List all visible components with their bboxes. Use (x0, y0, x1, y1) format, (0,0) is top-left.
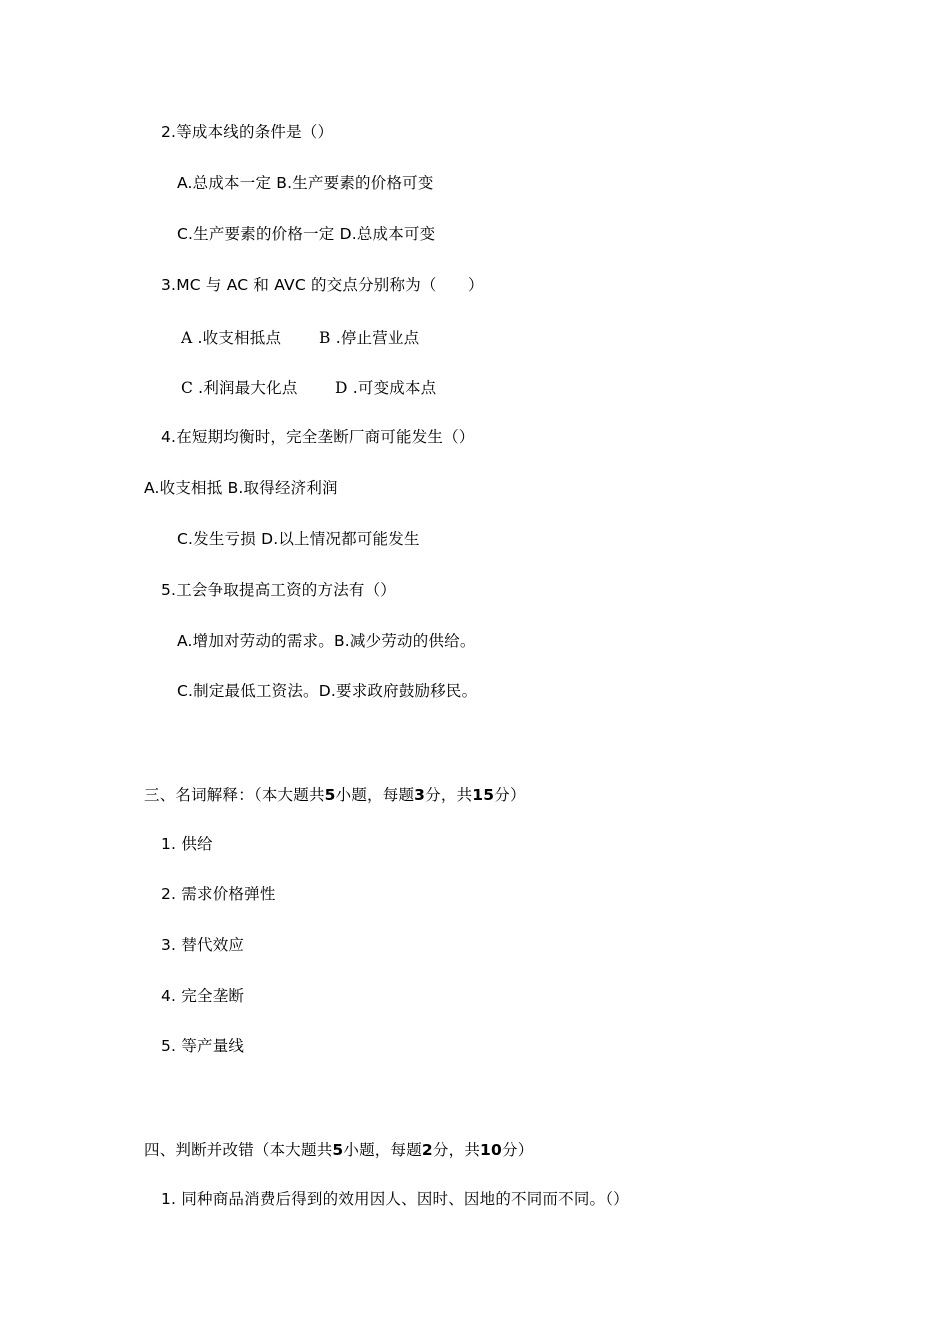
question-5-stem: 5.工会争取提高工资的方法有（） (161, 581, 396, 599)
judgement-heading-prefix: 四、判断并改错（本大题共 (144, 1141, 333, 1159)
question-5-options-ab: A.增加对劳动的需求。B.减少劳动的供给。 (177, 632, 476, 650)
terms-heading-prefix: 三、名词解释：（本大题共 (144, 786, 325, 804)
term-item-2: 2. 需求价格弹性 (161, 885, 276, 903)
question-3-option-a: A .收支相抵点 (181, 329, 282, 347)
judgement-heading-mid2: 分，共 (432, 1141, 481, 1159)
question-3-option-d: D .可变成本点 (335, 379, 437, 397)
terms-heading-mid2: 分，共 (425, 786, 473, 804)
section-judgement-heading (144, 1140, 533, 1160)
question-5-options-cd: C.制定最低工资法。D.要求政府鼓励移民。 (177, 682, 478, 700)
judgement-heading-suffix: 分） (502, 1141, 534, 1159)
judgement-points-each: 2 (421, 1141, 433, 1159)
question-2-options-ab: A.总成本一定 B.生产要素的价格可变 (177, 174, 434, 192)
term-item-1: 1. 供给 (161, 835, 213, 853)
judgement-points-total: 10 (480, 1141, 503, 1159)
section-terms-heading (144, 785, 526, 805)
judgement-count: 5 (332, 1141, 344, 1159)
question-3-option-c: C .利润最大化点 (181, 379, 298, 397)
judgement-heading-mid1: 小题，每题 (343, 1141, 422, 1159)
question-2-stem: 2.等成本线的条件是（） (161, 123, 334, 141)
terms-points-each: 3 (414, 786, 426, 804)
terms-points-total: 15 (472, 786, 495, 804)
question-3-stem: 3.MC 与 AC 和 AVC 的交点分别称为（ ） (161, 276, 484, 294)
question-2-options-cd: C.生产要素的价格一定 D.总成本可变 (177, 225, 436, 243)
terms-heading-suffix: 分） (494, 786, 526, 804)
question-3-option-b: B .停止营业点 (319, 329, 420, 347)
terms-heading-mid1: 小题，每题 (335, 786, 415, 804)
question-4-options-ab: A.收支相抵 B.取得经济利润 (144, 479, 338, 497)
question-4-options-cd: C.发生亏损 D.以上情况都可能发生 (177, 530, 420, 548)
term-item-3: 3. 替代效应 (161, 936, 245, 954)
term-item-4: 4. 完全垄断 (161, 987, 245, 1005)
judgement-item-1: 1. 同种商品消费后得到的效用因人、因时、因地的不同而不同。（） (161, 1190, 629, 1208)
question-4-stem: 4.在短期均衡时，完全垄断厂商可能发生（） (161, 428, 475, 446)
terms-count: 5 (324, 786, 336, 804)
term-item-5: 5. 等产量线 (161, 1037, 245, 1055)
